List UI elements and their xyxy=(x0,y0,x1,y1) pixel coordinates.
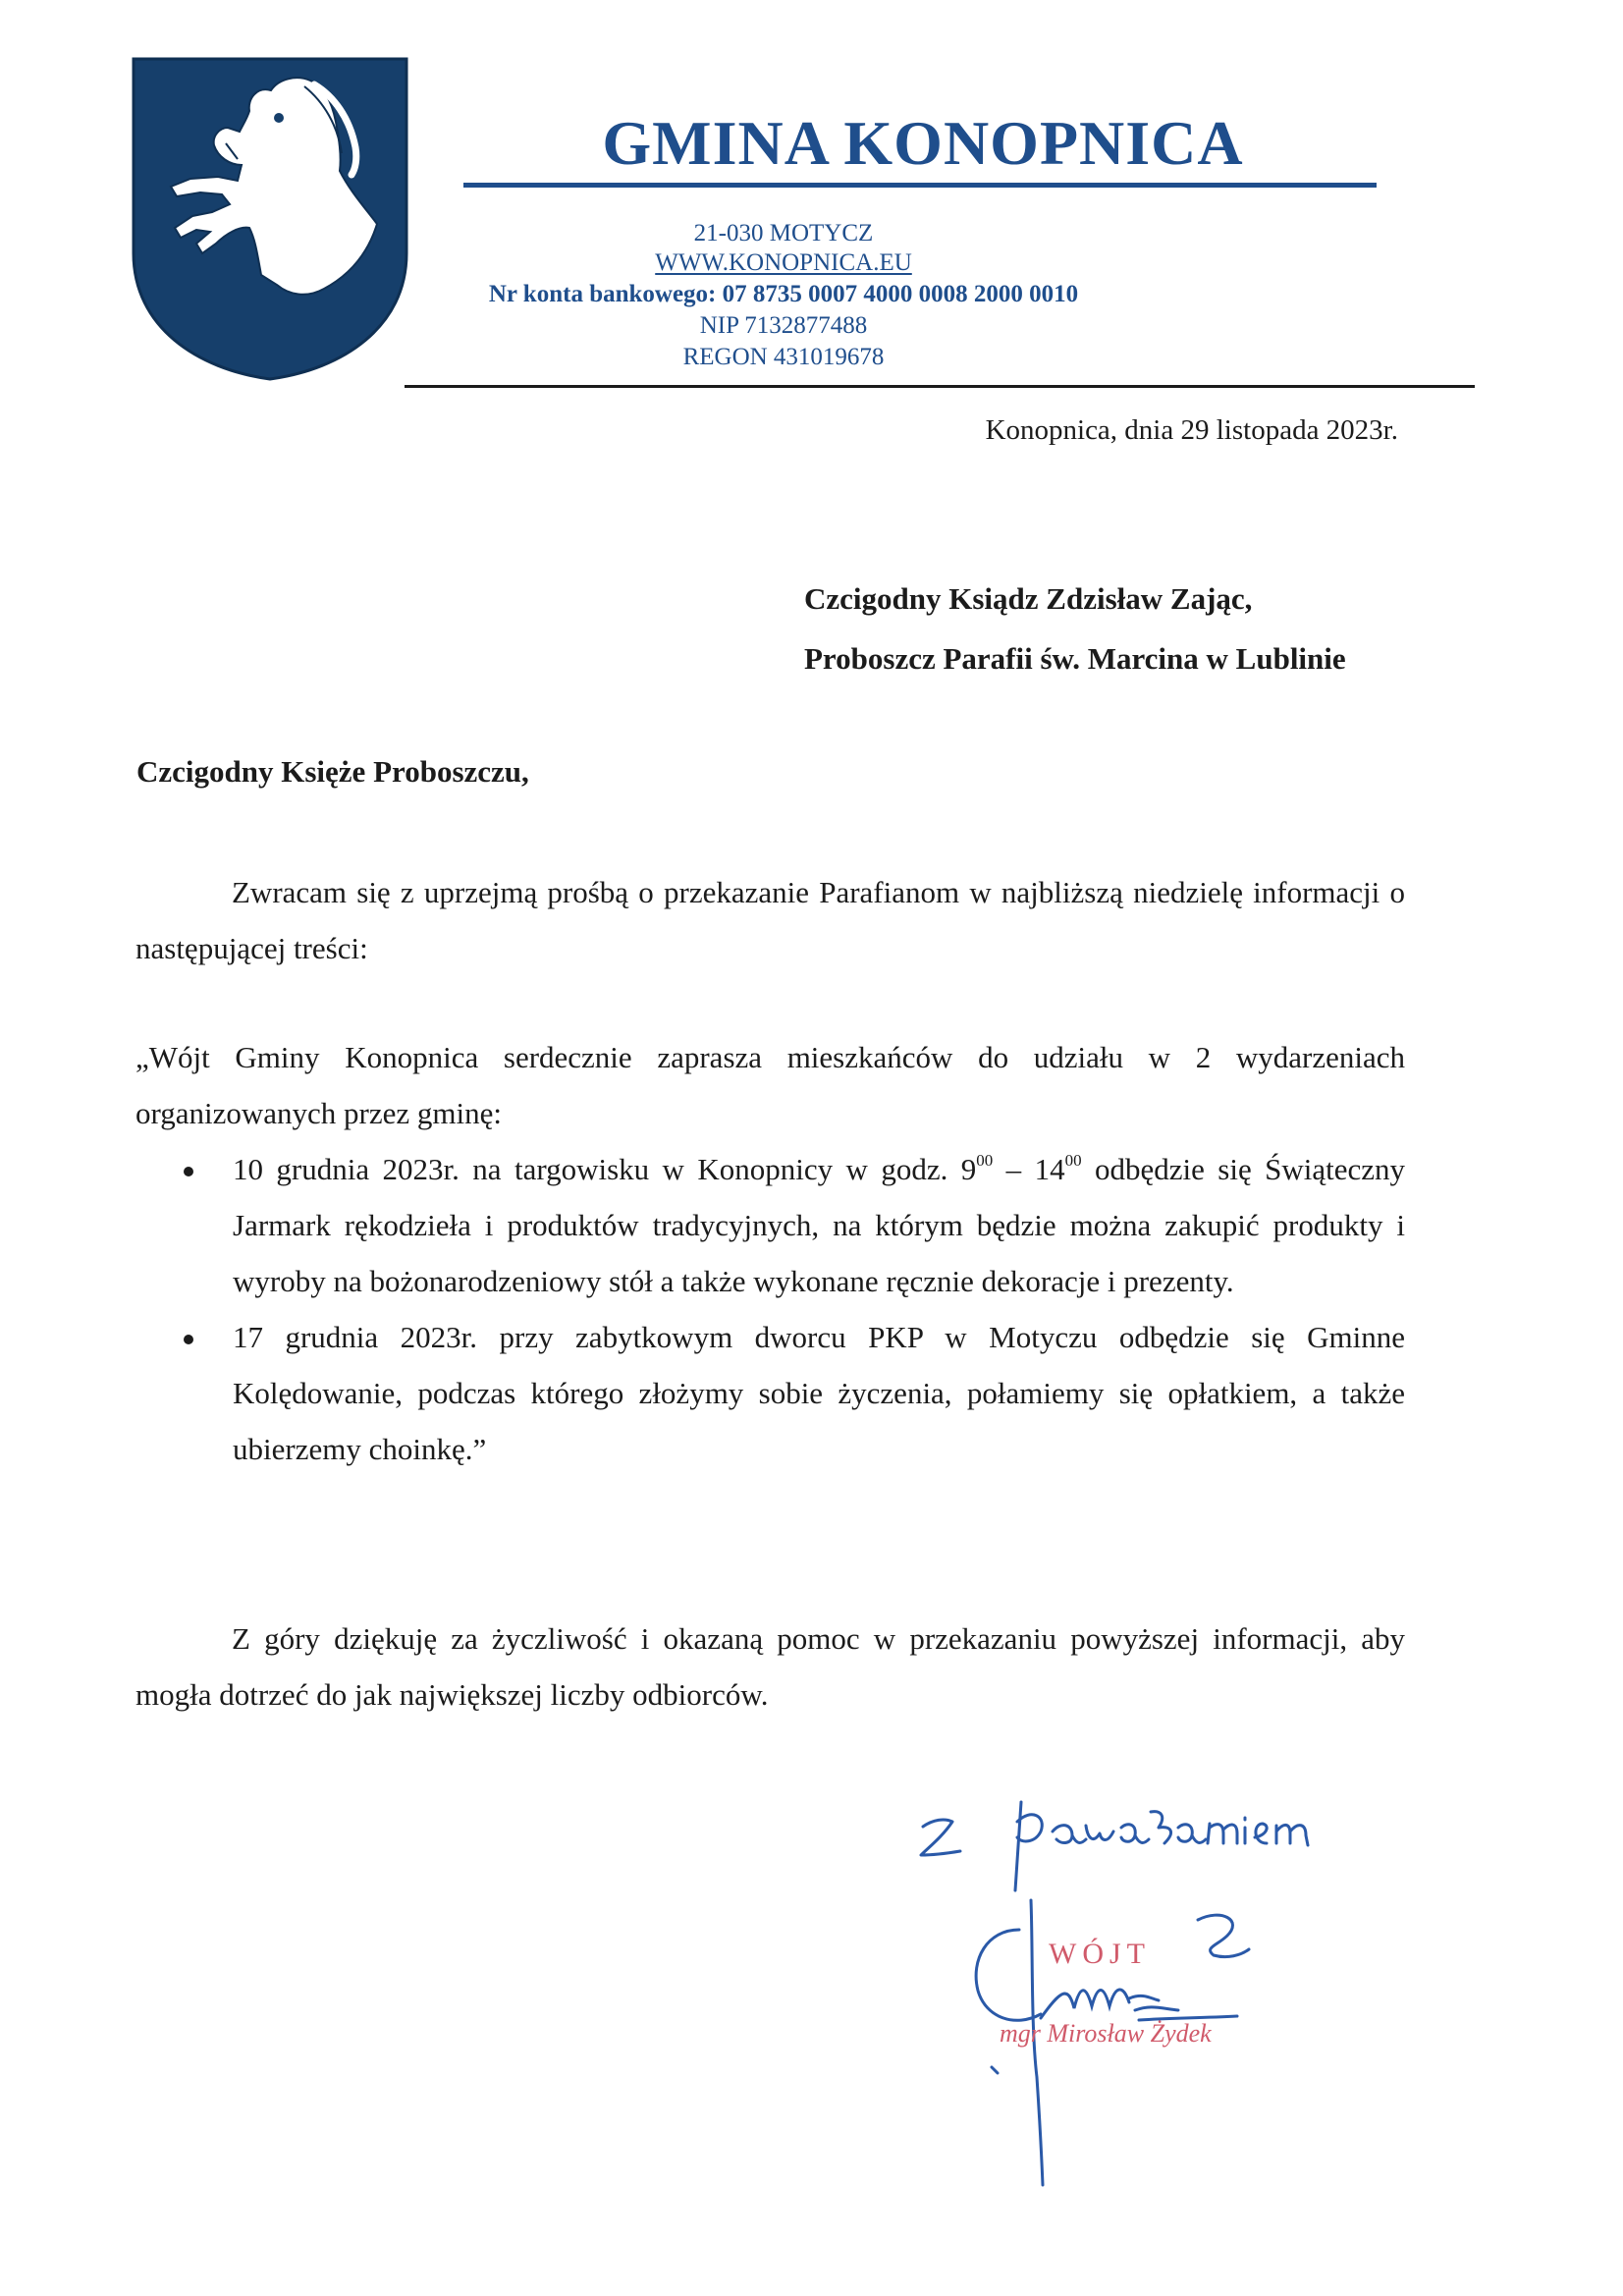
list-item xyxy=(135,1309,1405,1477)
salutation: Czcigodny Księże Proboszczu, xyxy=(136,754,529,789)
handwritten-greeting xyxy=(921,1802,1308,1890)
bank-account: Nr konta bankowego: 07 8735 0007 4000 0008 2000 0010 xyxy=(488,281,1079,307)
closing-text: Z góry dziękuję za życzliwość i okazaną pomoc w przekazaniu powyższej informacji, aby mogła dotrzeć do jak największej liczby odbiorców. xyxy=(135,1621,1405,1712)
event1-start-minutes: 00 xyxy=(976,1151,994,1170)
addressee-name: Czcigodny Ksiądz Zdzisław Zając, xyxy=(804,581,1253,616)
intro-paragraph xyxy=(135,864,1405,976)
announcement-block xyxy=(135,1029,1405,1477)
signature-with-stamp xyxy=(893,1782,1443,2195)
website-link[interactable]: WWW.KONOPNICA.EU xyxy=(655,249,912,276)
title-underline xyxy=(463,183,1377,188)
event2-text: 17 grudnia 2023r. przy zabytkowym dworcu PKP w Motyczu odbędzie się Gminne Kolędowanie, podczas którego złożymy sobie życzenia, połamiemy się opłatkiem, a także ubierzemy choinkę.” xyxy=(233,1320,1405,1466)
announcement-intro: „Wójt Gminy Konopnica serdecznie zaprasza mieszkańców do udziału w 2 wydarzeniach organizowanych przez gminę: xyxy=(135,1040,1405,1130)
intro-text: Zwracam się z uprzejmą prośbą o przekazanie Parafianom w najbliższą niedzielę informacji o następującej treści: xyxy=(135,875,1405,965)
event1-text-end: odbędzie się Świąteczny Jarmark rękodzieła i produktów tradycyjnych, na którym będzie można zakupić produkty i wyroby na bożonarodzeniowy stół a także wykonane ręcznie dekoracje i prezenty. xyxy=(233,1152,1406,1298)
date-line: Konopnica, dnia 29 listopada 2023r. xyxy=(985,414,1398,446)
event1-dash: – 14 xyxy=(993,1152,1065,1186)
bullet-icon xyxy=(184,1167,193,1176)
stamp-title: WÓJT xyxy=(1049,1938,1151,1970)
stamp-name: mgr Mirosław Żydek xyxy=(1000,2019,1212,2048)
postal-address: 21-030 MOTYCZ xyxy=(693,220,874,246)
event-list xyxy=(135,1141,1405,1477)
institution-title: GMINA KONOPNICA xyxy=(602,108,1244,178)
list-item xyxy=(135,1141,1405,1309)
bullet-icon xyxy=(184,1335,193,1344)
event1-end-minutes: 00 xyxy=(1064,1151,1082,1170)
goat-coat-of-arms-icon xyxy=(132,57,408,381)
regon-number: REGON 431019678 xyxy=(682,344,885,370)
event1-text-start: 10 grudnia 2023r. na targowisku w Konopnicy w godz. 9 xyxy=(233,1152,977,1186)
header-divider xyxy=(405,385,1475,388)
closing-paragraph xyxy=(135,1611,1405,1722)
nip-number: NIP 7132877488 xyxy=(699,312,868,339)
addressee-title: Proboszcz Parafii św. Marcina w Lublinie xyxy=(804,641,1346,676)
